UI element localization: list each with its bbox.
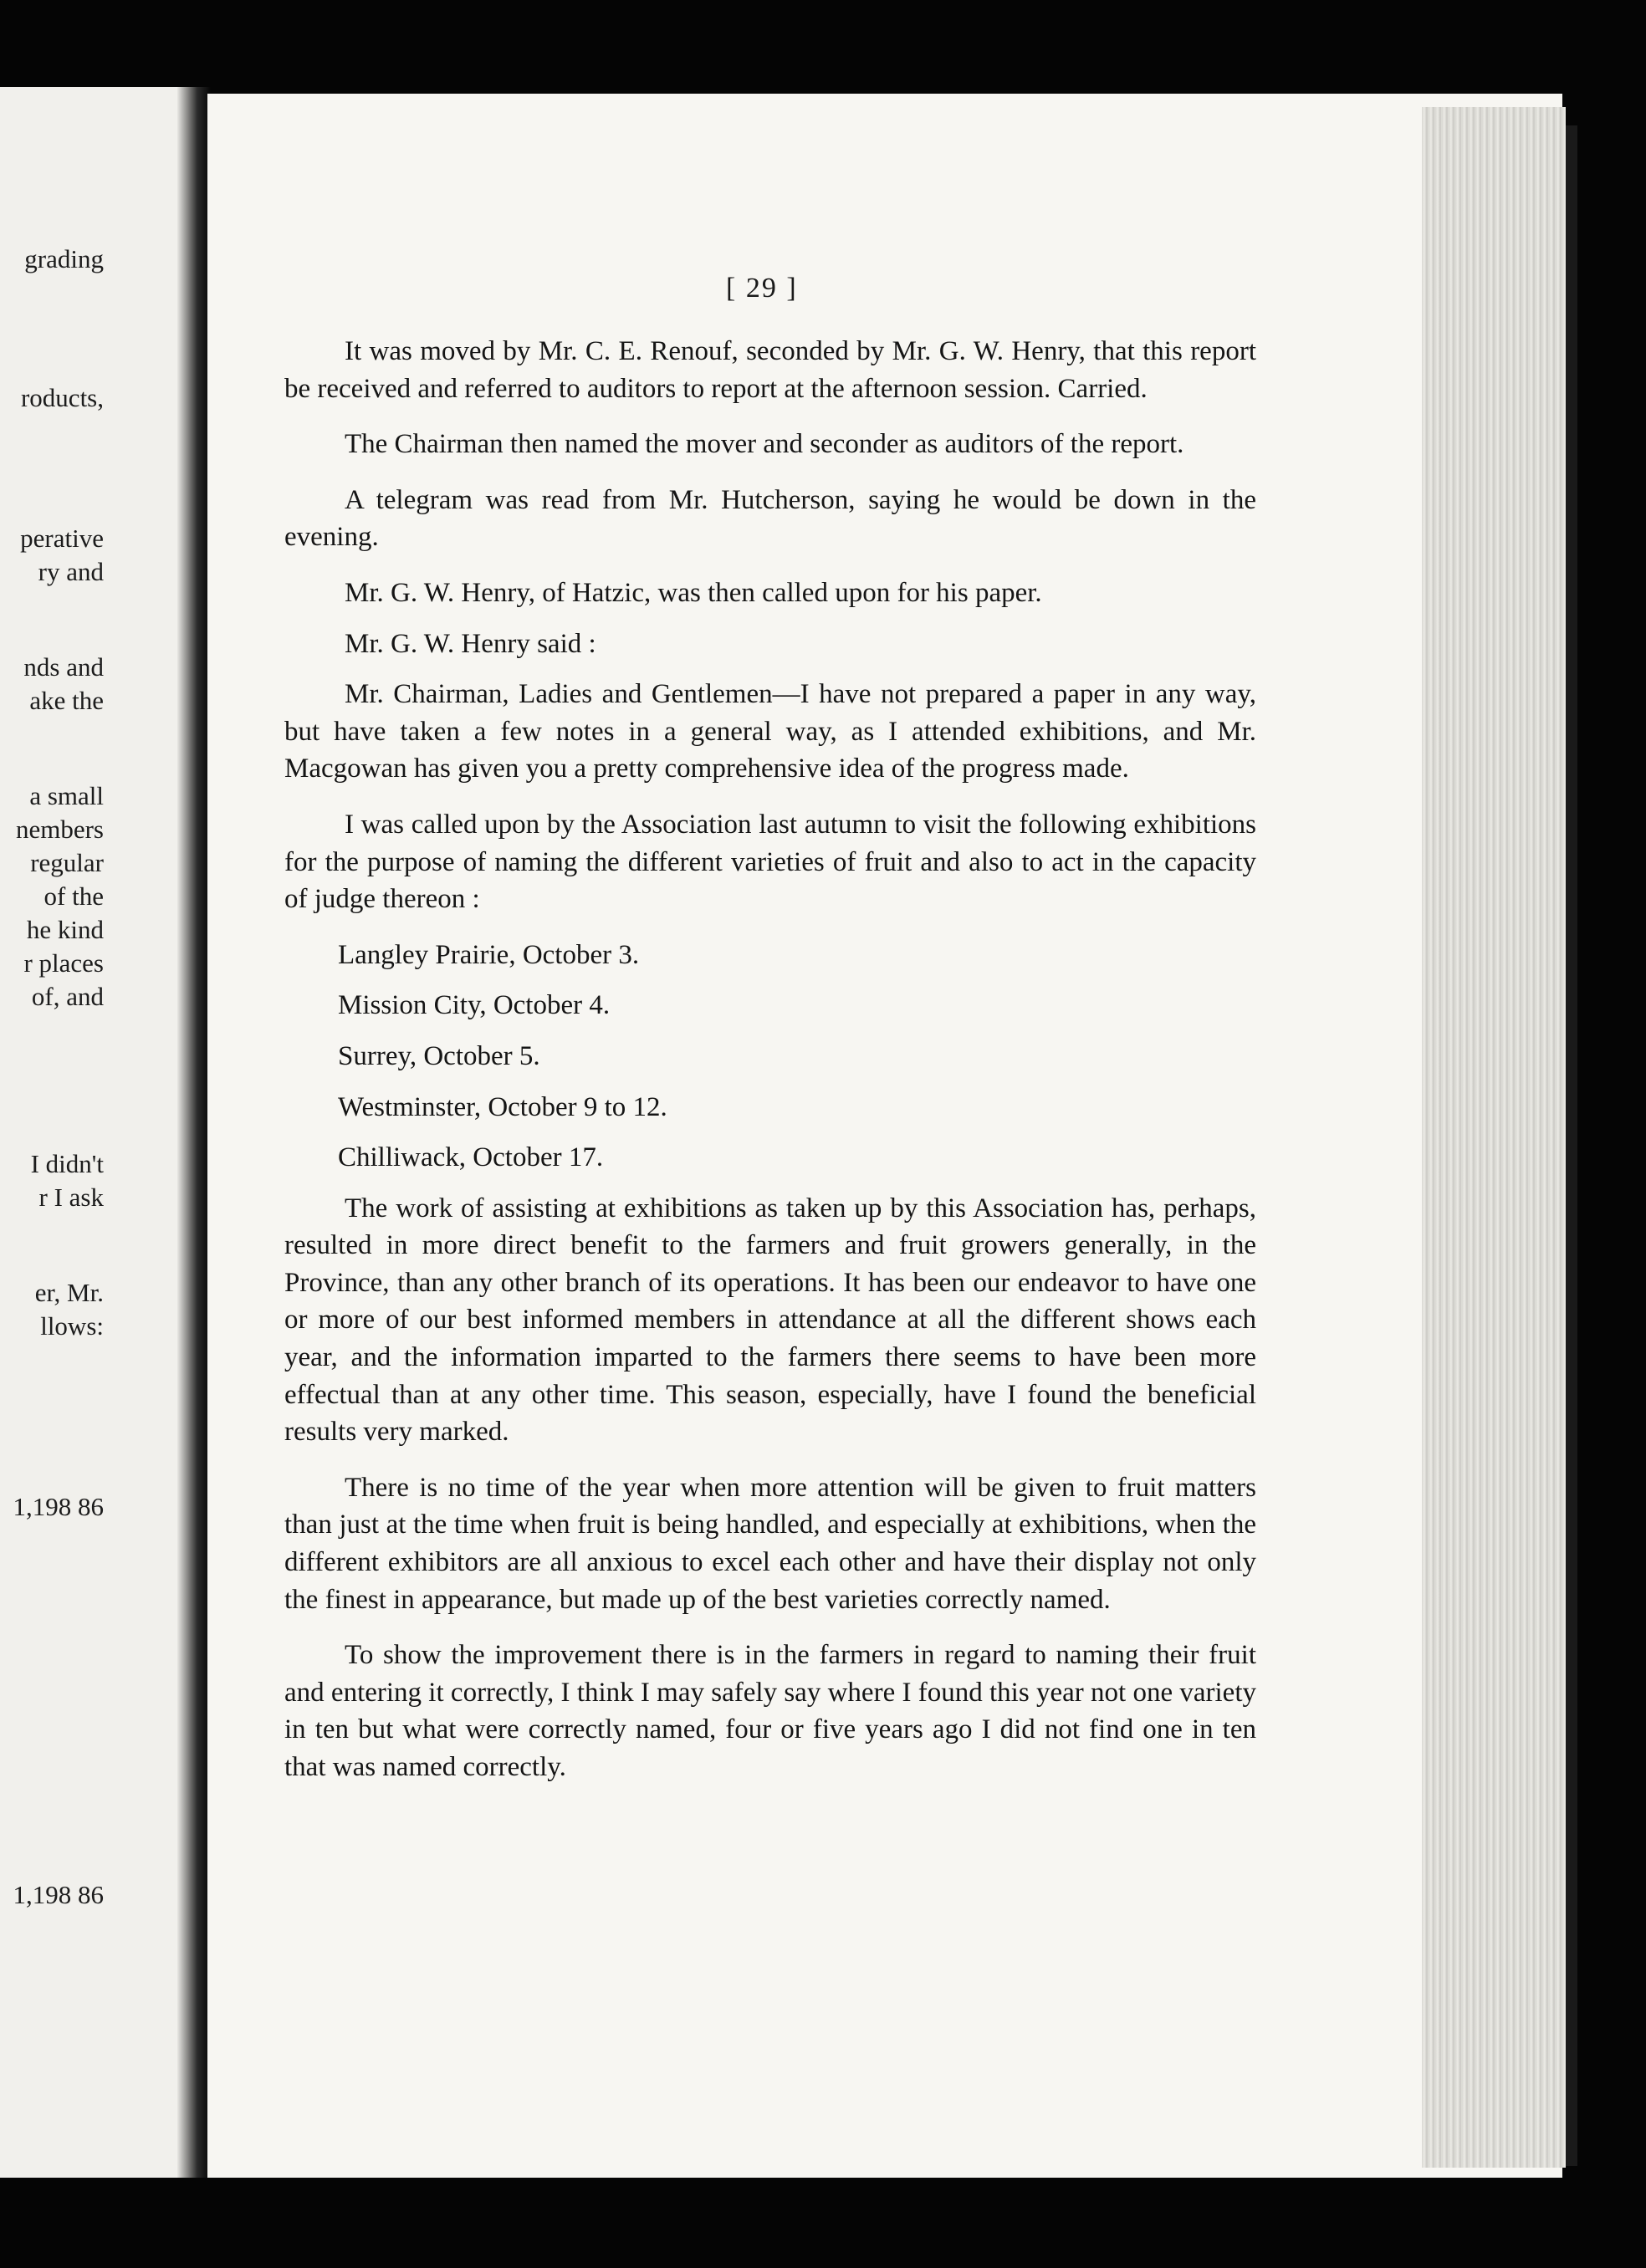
left-page-fragment: perative <box>20 524 104 553</box>
exhibition-item: Westminster, October 9 to 12. <box>338 1091 667 1122</box>
left-page-fragment: r places <box>23 948 104 978</box>
exhibition-item: Chilliwack, October 17. <box>338 1142 604 1173</box>
paragraph-henry-said: Mr. G. W. Henry said : <box>345 628 596 659</box>
page-stack-edge <box>1422 107 1566 2168</box>
left-page-fragment: 1,198 86 <box>13 1880 104 1909</box>
paragraph-motion: It was moved by Mr. C. E. Renouf, seconded by Mr. G. W. Henry, that this report be received and referred to auditors to report at the afternoon session. Carried. <box>284 336 1256 404</box>
paragraph-auditors: The Chairman then named the mover and seconder as auditors of the report. <box>345 429 1184 460</box>
paragraph-no-time: There is no time of the year when more attention will be given to fruit matters than just at the time when fruit is being handled, and especially at exhibitions, when the different exhibitors are all anxious to excel each other and have their display not only the finest in appearance, but made up of the best varieties correctly named. <box>284 1472 1256 1615</box>
paragraph-association: I was called upon by the Association last autumn to visit the following exhibitions for the purpose of naming the different varieties of fruit and also to act in the capacity of judge thereon : <box>284 809 1256 915</box>
left-page-fragment: grading <box>24 244 104 273</box>
left-page-fragment: I didn't <box>30 1149 104 1178</box>
body-text <box>284 333 1256 1805</box>
left-page-fragment: ake the <box>29 686 104 715</box>
paragraph-improvement: To show the improvement there is in the farmers in regard to naming their fruit and entering it correctly, I think I may safely say where I found this year not one variety in ten but what were correctly named, four or five years ago I did not find one in ten that was named correctly. <box>284 1640 1256 1782</box>
left-page-fragment: he kind <box>26 915 104 944</box>
page-number: [ 29 ] <box>726 273 798 304</box>
paragraph-address: Mr. Chairman, Ladies and Gentlemen—I have not prepared a paper in any way, but have taken a few notes in a general way, as I attended exhibitions, and Mr. Macgowan has given you a pretty comprehensive idea of the progress made. <box>284 679 1256 784</box>
left-page-fragment: a small <box>29 781 104 810</box>
exhibition-item: Langley Prairie, October 3. <box>338 939 640 970</box>
left-page-fragment: ry and <box>38 557 104 586</box>
exhibition-item: Surrey, October 5. <box>338 1040 540 1071</box>
paragraph-work-assisting: The work of assisting at exhibitions as taken up by this Association has, perhaps, resulted in more direct benefit to the farmers and fruit growers generally, in the Province, than any other branch of its operations. It has been our endeavor to have one or more of our best informed members in attendance at all the different shows each year, and the information imparted to the farmers there seems to have been more effectual than at any other time. This season, especially, have I found the beneficial results very marked. <box>284 1193 1256 1448</box>
left-page-fragment: nds and <box>23 652 104 682</box>
book-gutter <box>177 87 211 2178</box>
left-page-fragment: r I ask <box>38 1183 104 1212</box>
left-page-fragment: llows: <box>40 1311 104 1341</box>
left-page-fragment: of the <box>43 881 104 911</box>
left-page-fragment: roducts, <box>20 383 104 412</box>
left-page-fragment: regular <box>30 848 104 877</box>
left-page-fragment: er, Mr. <box>34 1278 104 1307</box>
left-page-fragment: nembers <box>15 815 104 844</box>
page-edge-shadow <box>1566 125 1577 2166</box>
exhibition-item: Mission City, October 4. <box>338 990 611 1021</box>
paragraph-called-upon: Mr. G. W. Henry, of Hatzic, was then called upon for his paper. <box>345 577 1042 608</box>
left-facing-page <box>0 87 192 2178</box>
left-page-fragment: 1,198 86 <box>13 1492 104 1521</box>
left-page-fragment: of, and <box>31 982 104 1011</box>
paragraph-telegram: A telegram was read from Mr. Hutcherson, saying he would be down in the evening. <box>284 484 1256 553</box>
